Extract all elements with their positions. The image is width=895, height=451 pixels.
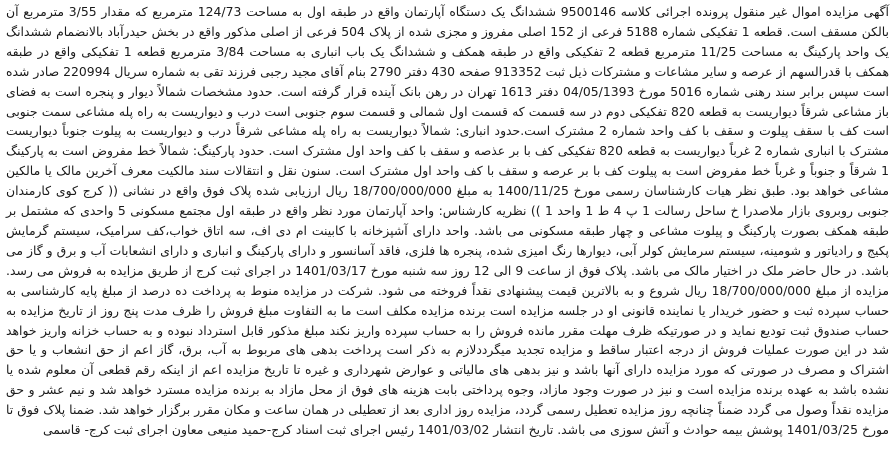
auction-notice-text: آگهی مزایده اموال غیر منقول پرونده اجرائی کلاسه 9500146 ششدانگ یک دستگاه آپارتمان واقع در طبقه اول به مساحت 124/73 مترمربع که مقدار 3/55 مترمربع آن بالکن مسقف است. قطعه 1 تفکیکی شماره 5188 فرعی از 152 اصلی مفروز و مجزی شده از پلاک 504 فرعی از اصلی مذکور واقع در بخش حیدرآباد بالانضمام ششدانگ یک واحد پارکینگ به مساحت 11/25 مترمربع قطعه 2 تفکیکی واقع در طبقه همکف و ششدانگ یک باب انباری به مساحت 3/84 مترمربع قطعه 1 تفکیکی واقع در طبقه همکف با قدرالسهم از عرصه و سایر مشاعات و مشترکات ذیل ثبت 913352 صفحه 430 دفتر 2790 بنام آقای مجید رجبی فرزند تقی به شماره سریال 220994 صادر شده است سپس برابر سند رهنی شماره 5016 مورخ 04/05/1393 دفتر 1613 تهران در رهن بانک آینده قرار گرفته است. حدود مشخصات شمالاً دیوار و پنجره است به فضای باز مشاعی شرقاً دیواریست به قطعه 820 تفکیکی دوم در سه قسمت که قسمت اول شمالی و قسمت سوم جنوبی است درب و دیواریست به راه پله مشاعی سمت جنوبی است کف با سقف پیلوت و سقف با کف واحد شماره 2 مشترک است.حدود انباری: شمالاً دیواریست به راه پله مشاعی شرقاً درب و دیواریست به پیلوت جنوباً دیواریست مشترک با انباری شماره 2 غرباً دیواریست به قطعه 820 تفکیکی کف با بر عذصه و سقف با کف واحد اول مشترک است. حدود پارکینگ: شمالاً خط مفروض است به پارکینگ 1 شرقاً و جنوباً و غرباً خط مفروض است به پیلوت کف با بر عرصه و سقف با کف واحد اول مشترک است. سنون نقل و انتقالات سند مالکیت معرف آخرین مالک یا مالکین مشاعی خواهد بود. طبق نظر هیات کارشناسان رسمی مورخ 1400/11/25 به مبلغ 18/700/000/000 ریال ارزیابی شده پلاک فوق واقع در نشانی (( کرج کوی کارمندان جنوبی روبروی بازار ملاصدرا خ ساحل رسالت 1 پ 4 ط 1 واحد 1 )) نظریه کارشناس: واحد آپارتمان مورد نظر واقع در طبقه اول مجتمع مسکونی 5 واحدی که مشتمل بر طبقه همکف بصورت پارکینگ و پیلوت مشاعی و چهار طبقه مسکونی می باشد. واحد دارای آشپزخانه با کابینت ام دی اف، سه اتاق خواب،کف سرامیک، سیستم گرمایش پکیج و رادیاتور و شومینه، سیستم سرمایش کولر آبی، دیوارها رنگ امیزی شده، پنجره ها فلزی، فاقد آسانسور و دارای پارکینگ و انباری و دارای انشعابات آب و برق و گاز می باشد. در حال حاضر ملک در اختیار مالک می باشد. پلاک فوق از ساعت 9 الی 12 روز سه شنبه مورخ 1401/03/17 در اجرای ثبت کرج از طریق مزایده به فروش می رسد. مزایده از مبلغ 18/700/000/000 ریال شروع و به بالاترین قیمت پیشنهادی نقداً فروخته می شود. شرکت در مزایده منوط به پرداخت ده درصد از مبلغ پایه کارشناسی به حساب سپرده ثبت و حضور خریدار یا نماینده قانونی او در جلسه مزایده است برنده مزایده مکلف است ما به التفاوت مبلغ فروش را ظرف مدت پنج روز از تاریخ مزایده به حساب صندوق ثبت تودیع نماید و در صورتیکه ظرف مهلت مقرر مانده فروش را به حساب سپرده واریز نکند مبلغ مذکور قابل استرداد نبوده و به حساب خزانه واریز خواهد شد در این صورت عملیات فروش از درجه اعتبار ساقط و مزایده تجدید میگرددلازم به ذکر است پرداخت بدهی های مربوط به آب، برق، گاز اعم از حق انشعاب و یا حق اشتراک و مصرف در صورتی که مورد مزایده دارای آنها باشد و نیز بدهی های مالیاتی و عوارض شهرداری و غیره تا تاریخ مزایده اعم از اینکه رقم قطعی آن معلوم شده یا نشده باشد به عهده برنده مزایده است و نیز در صورت وجود مازاد، وجوه پرداختی بابت هزینه های فوق از محل مازاد به برنده مزایده مسترد خواهد شد و نیم عشر و حق مزایده نقداً وصول می گردد ضمناً چنانچه روز مزایده تعطیل رسمی گردد، مزایده روز اداری بعد از تعطیلی در همان ساعت و مکان مقرر برگزار خواهد شد. ضمنا پلاک فوق تا مورخ 1401/03/25 پوشش بیمه حوادث و آتش سوزی می باشد. تاریخ انتشار 1401/03/02 رئیس اجرای ثبت اسناد کرج-حمید منیعی معاون اجرای ثبت کرج- قاسمی <box>6 4 890 438</box>
